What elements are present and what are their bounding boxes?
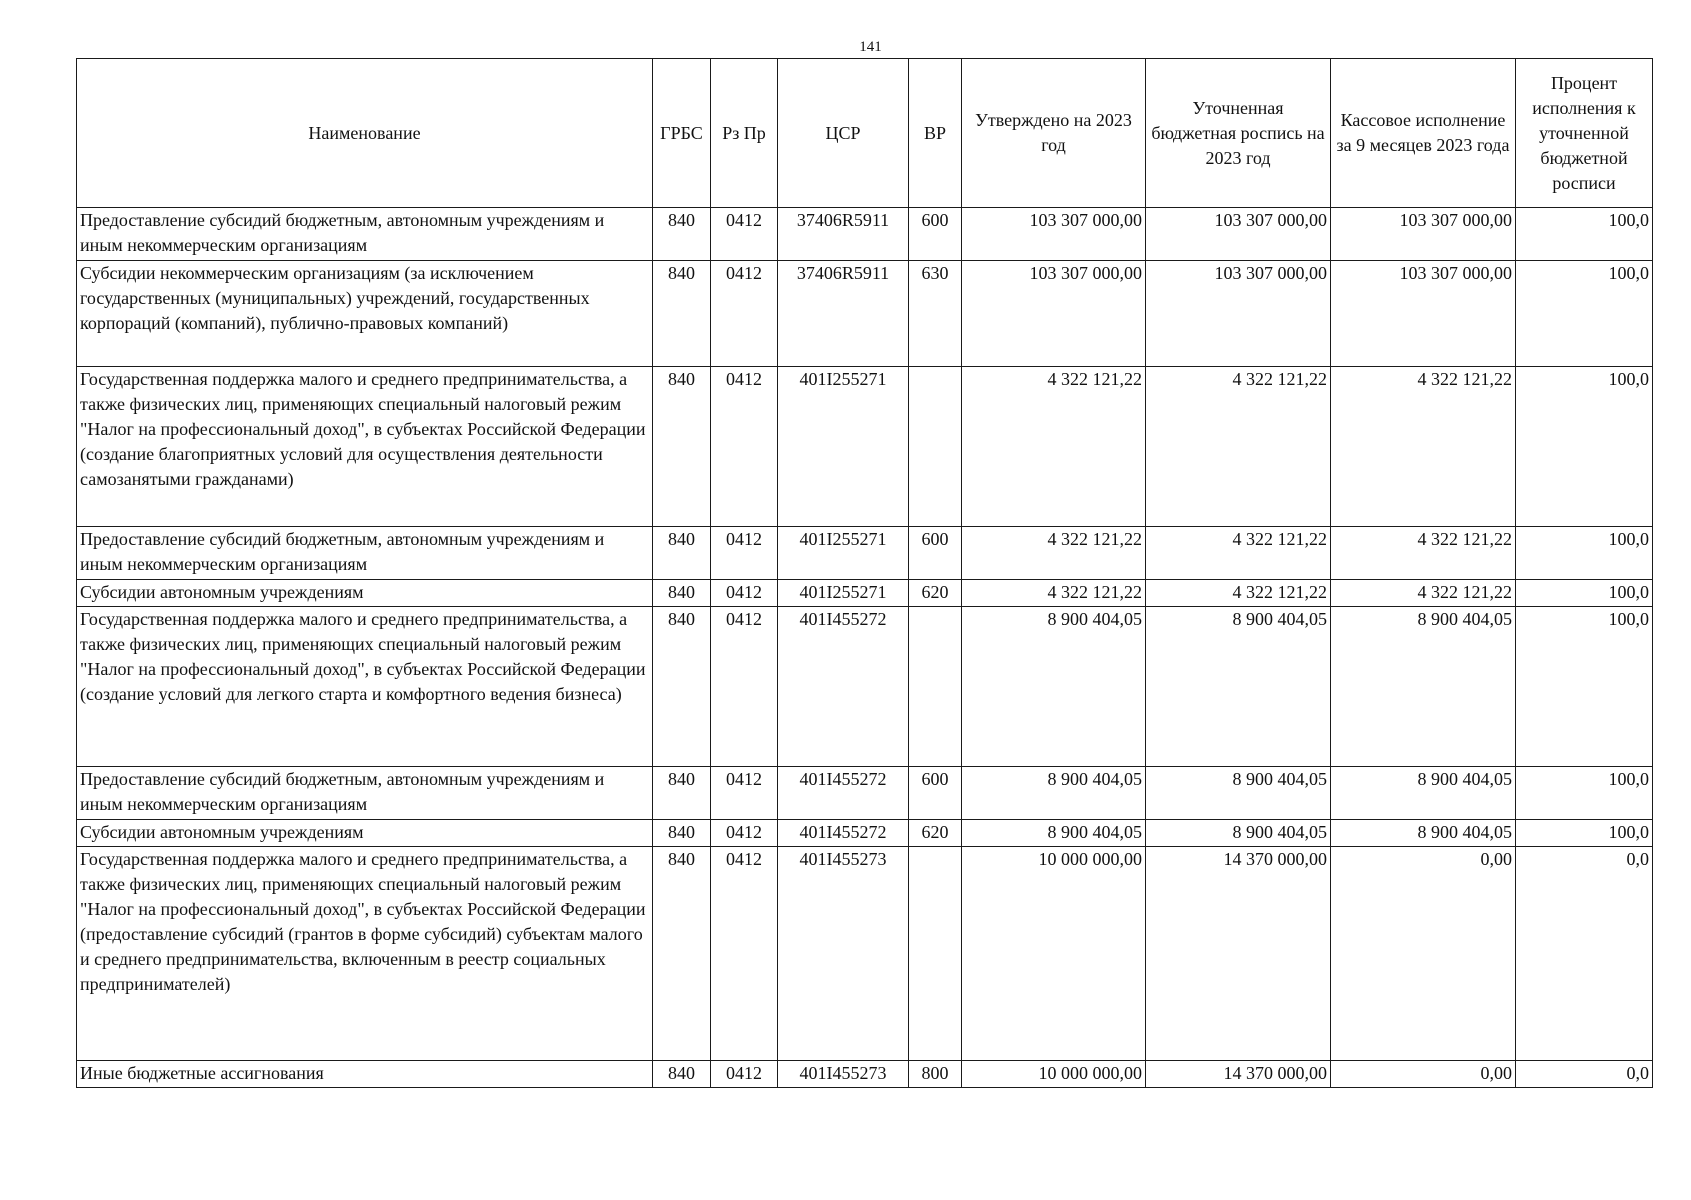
header-vr: ВР [909,59,962,208]
cell-grbs: 840 [653,767,711,820]
cell-name: Субсидии автономным учреждениям [77,580,653,607]
cell-name: Субсидии некоммерческим организациям (за исключением государственных (муниципальных) учреждений, государственных корпораций (компаний), публично-правовых компаний) [77,261,653,367]
table-row [77,208,1653,261]
cell-grbs: 840 [653,527,711,580]
table-row [77,367,1653,527]
header-cash: Кассовое исполнение за 9 месяцев 2023 года [1331,59,1516,208]
cell-name: Предоставление субсидий бюджетным, автономным учреждениям и иным некоммерческим организациям [77,527,653,580]
header-csr: ЦСР [778,59,909,208]
header-percent: Процент исполнения к уточненной бюджетной росписи [1516,59,1653,208]
cell-refined: 4 322 121,22 [1146,527,1331,580]
cell-rzpr: 0412 [711,527,778,580]
cell-rzpr: 0412 [711,607,778,767]
cell-csr: 401I455272 [778,820,909,847]
cell-refined: 14 370 000,00 [1146,1061,1331,1088]
cell-vr: 630 [909,261,962,367]
cell-percent: 100,0 [1516,208,1653,261]
cell-cash: 8 900 404,05 [1331,820,1516,847]
header-rzpr: Рз Пр [711,59,778,208]
table-row [77,580,1653,607]
cell-percent: 100,0 [1516,580,1653,607]
cell-refined: 103 307 000,00 [1146,208,1331,261]
cell-name: Государственная поддержка малого и среднего предпринимательства, а также физических лиц, применяющих специальный налоговый режим "Налог на профессиональный доход", в субъектах Российской Федерации (предоставление субсидий (грантов в форме субсидий) субъектам малого и среднего предпринимательства, включенным в реестр социальных предпринимателей) [77,847,653,1061]
cell-name: Государственная поддержка малого и среднего предпринимательства, а также физических лиц, применяющих специальный налоговый режим "Налог на профессиональный доход", в субъектах Российской Федерации (создание условий для легкого старта и комфортного ведения бизнеса) [77,607,653,767]
cell-grbs: 840 [653,607,711,767]
cell-csr: 401I455272 [778,607,909,767]
cell-vr: 600 [909,527,962,580]
cell-rzpr: 0412 [711,847,778,1061]
cell-approved: 10 000 000,00 [962,1061,1146,1088]
cell-refined: 4 322 121,22 [1146,367,1331,527]
cell-csr: 37406R5911 [778,261,909,367]
cell-cash: 4 322 121,22 [1331,367,1516,527]
cell-cash: 8 900 404,05 [1331,767,1516,820]
cell-refined: 8 900 404,05 [1146,607,1331,767]
cell-cash: 8 900 404,05 [1331,607,1516,767]
cell-rzpr: 0412 [711,208,778,261]
cell-vr: 600 [909,767,962,820]
cell-rzpr: 0412 [711,767,778,820]
cell-cash: 103 307 000,00 [1331,208,1516,261]
cell-percent: 0,0 [1516,1061,1653,1088]
cell-cash: 4 322 121,22 [1331,580,1516,607]
cell-csr: 401I455272 [778,767,909,820]
header-name: Наименование [77,59,653,208]
table-row [77,820,1653,847]
cell-cash: 0,00 [1331,847,1516,1061]
cell-name: Государственная поддержка малого и среднего предпринимательства, а также физических лиц, применяющих специальный налоговый режим "Налог на профессиональный доход", в субъектах Российской Федерации (создание благоприятных условий для осуществления деятельности самозанятыми гражданами) [77,367,653,527]
cell-vr [909,367,962,527]
cell-grbs: 840 [653,820,711,847]
cell-rzpr: 0412 [711,367,778,527]
cell-approved: 103 307 000,00 [962,261,1146,367]
cell-rzpr: 0412 [711,261,778,367]
header-refined: Уточненная бюджетная роспись на 2023 год [1146,59,1331,208]
table-row [77,1061,1653,1088]
cell-csr: 401I255271 [778,580,909,607]
cell-percent: 100,0 [1516,261,1653,367]
cell-approved: 4 322 121,22 [962,367,1146,527]
cell-name: Предоставление субсидий бюджетным, автономным учреждениям и иным некоммерческим организациям [77,208,653,261]
cell-percent: 100,0 [1516,820,1653,847]
cell-cash: 4 322 121,22 [1331,527,1516,580]
cell-vr [909,607,962,767]
cell-rzpr: 0412 [711,820,778,847]
header-grbs: ГРБС [653,59,711,208]
budget-table [76,58,1653,1088]
cell-approved: 8 900 404,05 [962,820,1146,847]
cell-approved: 4 322 121,22 [962,527,1146,580]
cell-grbs: 840 [653,367,711,527]
cell-vr: 600 [909,208,962,261]
cell-approved: 8 900 404,05 [962,607,1146,767]
cell-grbs: 840 [653,1061,711,1088]
page-number: 141 [859,39,882,55]
table-row [77,261,1653,367]
cell-csr: 401I455273 [778,1061,909,1088]
cell-vr: 620 [909,580,962,607]
cell-percent: 100,0 [1516,527,1653,580]
cell-csr: 401I255271 [778,527,909,580]
cell-percent: 0,0 [1516,847,1653,1061]
cell-vr: 800 [909,1061,962,1088]
cell-cash: 0,00 [1331,1061,1516,1088]
cell-name: Субсидии автономным учреждениям [77,820,653,847]
cell-csr: 37406R5911 [778,208,909,261]
cell-grbs: 840 [653,847,711,1061]
table-row [77,847,1653,1061]
table-row [77,607,1653,767]
cell-refined: 8 900 404,05 [1146,820,1331,847]
cell-csr: 401I255271 [778,367,909,527]
cell-grbs: 840 [653,580,711,607]
cell-approved: 10 000 000,00 [962,847,1146,1061]
cell-percent: 100,0 [1516,767,1653,820]
cell-percent: 100,0 [1516,367,1653,527]
cell-grbs: 840 [653,208,711,261]
header-row [77,59,1653,208]
cell-name: Предоставление субсидий бюджетным, автономным учреждениям и иным некоммерческим организациям [77,767,653,820]
header-approved: Утверждено на 2023 год [962,59,1146,208]
cell-approved: 8 900 404,05 [962,767,1146,820]
cell-name: Иные бюджетные ассигнования [77,1061,653,1088]
cell-rzpr: 0412 [711,1061,778,1088]
cell-grbs: 840 [653,261,711,367]
cell-cash: 103 307 000,00 [1331,261,1516,367]
table-row [77,767,1653,820]
table-row [77,527,1653,580]
cell-approved: 103 307 000,00 [962,208,1146,261]
cell-vr: 620 [909,820,962,847]
cell-csr: 401I455273 [778,847,909,1061]
cell-vr [909,847,962,1061]
cell-refined: 103 307 000,00 [1146,261,1331,367]
cell-percent: 100,0 [1516,607,1653,767]
cell-approved: 4 322 121,22 [962,580,1146,607]
cell-refined: 4 322 121,22 [1146,580,1331,607]
cell-refined: 14 370 000,00 [1146,847,1331,1061]
cell-refined: 8 900 404,05 [1146,767,1331,820]
cell-rzpr: 0412 [711,580,778,607]
